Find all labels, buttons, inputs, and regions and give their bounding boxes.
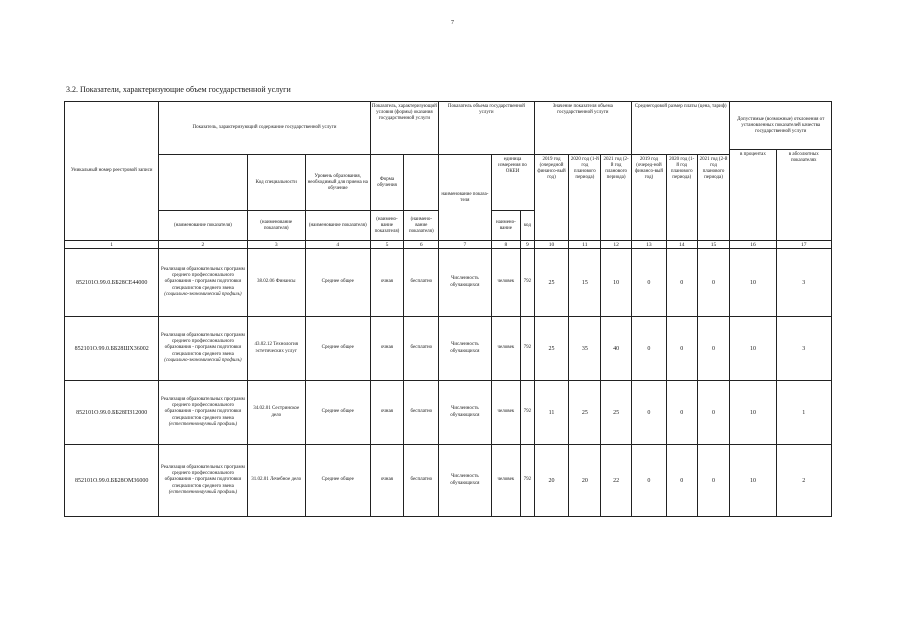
- registry-number: 852101О.99.0.ББ28ШХ36002: [65, 317, 159, 381]
- column-number: 5: [370, 241, 404, 249]
- level-cell: Среднее общее: [305, 317, 370, 381]
- specialty-cell: 31.02.01 Лечебное дело: [247, 445, 305, 517]
- header-year-2021: 2021 год (2-й год планового периода): [601, 155, 632, 241]
- unit-cell: человек: [491, 317, 521, 381]
- profile-text: (социально-экономический профиль): [164, 357, 242, 363]
- form-cell: очная: [370, 249, 404, 317]
- value-2019: 20: [534, 445, 569, 517]
- header-education-level: Уровень образования, необходимый для приема на обучение: [305, 155, 370, 211]
- profile-text: (естественнонаучный профиль): [168, 489, 238, 495]
- value-2021: 25: [601, 381, 632, 445]
- table-row: [65, 381, 832, 445]
- column-number: 2: [159, 241, 247, 249]
- value-2020: 20: [569, 445, 601, 517]
- header-year-2020: 2020 год (1-й год планового периода): [569, 155, 601, 241]
- deviation-percent: 10: [730, 317, 776, 381]
- header-fee-2021: 2021 год (2-й год планового периода): [697, 155, 730, 241]
- fee-2019: 0: [632, 445, 667, 517]
- section-title: 3.2. Показатели, характеризующие объем государственной услуги: [66, 85, 291, 94]
- indicator-cell: Численность обучающихся: [439, 249, 491, 317]
- fee-type-cell: бесплатно: [404, 445, 439, 517]
- header-registry: Уникальный номер реестровой записи: [65, 102, 159, 241]
- header-avg-fee: Среднегодовой размер платы (цена, тариф): [632, 102, 730, 155]
- program-text: Реализация образовательных программ среднего профессионального образования - программ подготовки специалистов среднего звена: [160, 464, 245, 489]
- program-text: Реализация образовательных программ среднего профессионального образования - программ подготовки специалистов среднего звена: [160, 332, 245, 357]
- form-cell: очная: [370, 381, 404, 445]
- deviation-absolute: 1: [776, 381, 831, 445]
- value-2019: 11: [534, 381, 569, 445]
- program-cell: [159, 249, 247, 317]
- header-name-indicator-5: (наимено-вание показателя): [404, 211, 439, 241]
- deviation-percent: 10: [730, 381, 776, 445]
- header-name-indicator-4: (наимено-вание показателя): [370, 211, 404, 241]
- indicator-cell: Численность обучающихся: [439, 381, 491, 445]
- header-name-indicator: (наименование показателя): [159, 211, 247, 241]
- header-content-group: Показатель, характеризующий содержание государственной услуги: [159, 102, 370, 155]
- value-2019: 25: [534, 317, 569, 381]
- header-row-1: [65, 102, 832, 150]
- fee-2019: 0: [632, 249, 667, 317]
- column-number: 9: [521, 241, 534, 249]
- fee-type-cell: бесплатно: [404, 317, 439, 381]
- value-2021: 10: [601, 249, 632, 317]
- deviation-percent: 10: [730, 445, 776, 517]
- fee-2020: 0: [666, 381, 697, 445]
- program-text: Реализация образовательных программ среднего профессионального образования - программ подготовки специалистов среднего звена: [160, 396, 245, 421]
- header-unit-okei: единица измерения по ОКЕИ: [491, 155, 534, 211]
- deviation-absolute: 3: [776, 317, 831, 381]
- registry-number: 852101О.99.0.ББ28СЕ44000: [65, 249, 159, 317]
- header-fee-2020: 2020 год (1-й год планового периода): [666, 155, 697, 241]
- column-number: 4: [305, 241, 370, 249]
- header-indicator-name: наименование показа-теля: [439, 155, 491, 241]
- volume-table: [64, 101, 832, 517]
- table-row: [65, 445, 832, 517]
- code-cell: 792: [521, 445, 534, 517]
- header-unit-name: наимено-вание: [491, 211, 521, 241]
- column-number-row: [65, 241, 832, 249]
- specialty-cell: 38.02.06 Финансы: [247, 249, 305, 317]
- table-row: [65, 317, 832, 381]
- code-cell: 792: [521, 249, 534, 317]
- registry-number: 852101О.99.0.ББ28ПЗ12000: [65, 381, 159, 445]
- value-2021: 22: [601, 445, 632, 517]
- fee-2021: 0: [697, 445, 730, 517]
- fee-2020: 0: [666, 445, 697, 517]
- column-number: 6: [404, 241, 439, 249]
- deviation-absolute: 2: [776, 445, 831, 517]
- profile-text: (социально-экономический профиль): [164, 291, 242, 297]
- table-row: [65, 249, 832, 317]
- header-blank-1: [159, 155, 247, 211]
- level-cell: Среднее общее: [305, 249, 370, 317]
- registry-number: 852101О.99.0.ББ28ОМ36000: [65, 445, 159, 517]
- header-in-absolute: в абсолютных показателях: [776, 150, 831, 241]
- header-volume-indicator: Показатель объема государственной услуги: [439, 102, 534, 155]
- column-number: 17: [776, 241, 831, 249]
- header-conditions-group: Показатель, характеризующий условия (формы) оказания государственной услуги: [370, 102, 439, 155]
- level-cell: Среднее общее: [305, 445, 370, 517]
- specialty-cell: 43.02.12 Технология эстетических услуг: [247, 317, 305, 381]
- program-text: Реализация образовательных программ среднего профессионального образования - программ подготовки специалистов среднего звена: [160, 266, 245, 291]
- column-number: 7: [439, 241, 491, 249]
- level-cell: Среднее общее: [305, 381, 370, 445]
- fee-2019: 0: [632, 317, 667, 381]
- fee-2020: 0: [666, 317, 697, 381]
- header-unit-code: код: [521, 211, 534, 241]
- header-specialty-code: Код специальности: [247, 155, 305, 211]
- unit-cell: человек: [491, 249, 521, 317]
- value-2020: 15: [569, 249, 601, 317]
- header-name-indicator-3: (наименование показателя): [305, 211, 370, 241]
- indicator-cell: Численность обучающихся: [439, 445, 491, 517]
- deviation-absolute: 3: [776, 249, 831, 317]
- fee-2020: 0: [666, 249, 697, 317]
- code-cell: 792: [521, 317, 534, 381]
- specialty-cell: 34.02.01 Сестринское дело: [247, 381, 305, 445]
- column-number: 15: [697, 241, 730, 249]
- fee-2021: 0: [697, 381, 730, 445]
- unit-cell: человек: [491, 381, 521, 445]
- column-number: 14: [666, 241, 697, 249]
- column-number: 16: [730, 241, 776, 249]
- header-volume-value: Значение показателя объема государственной услуги: [534, 102, 631, 155]
- column-number: 1: [65, 241, 159, 249]
- code-cell: 792: [521, 381, 534, 445]
- program-cell: [159, 445, 247, 517]
- program-cell: [159, 381, 247, 445]
- header-deviation: Допустимые (возможные) отклонения от установленных показателей качества государственной услуги: [730, 102, 832, 150]
- column-number: 12: [601, 241, 632, 249]
- fee-2019: 0: [632, 381, 667, 445]
- indicator-cell: Численность обучающихся: [439, 317, 491, 381]
- column-number: 8: [491, 241, 521, 249]
- deviation-percent: 10: [730, 249, 776, 317]
- program-cell: [159, 317, 247, 381]
- page-number: 7: [451, 20, 454, 26]
- form-cell: очная: [370, 317, 404, 381]
- header-year-2019: 2019 год (очередной финансо-вый год): [534, 155, 569, 241]
- fee-type-cell: бесплатно: [404, 249, 439, 317]
- column-number: 3: [247, 241, 305, 249]
- unit-cell: человек: [491, 445, 521, 517]
- form-cell: очная: [370, 445, 404, 517]
- header-fee-2019: 2019 год (очеред-ной финансо-вый год): [632, 155, 667, 241]
- column-number: 10: [534, 241, 569, 249]
- value-2020: 25: [569, 381, 601, 445]
- header-row-2: [65, 155, 832, 211]
- fee-2021: 0: [697, 249, 730, 317]
- value-2019: 25: [534, 249, 569, 317]
- value-2021: 40: [601, 317, 632, 381]
- fee-type-cell: бесплатно: [404, 381, 439, 445]
- column-number: 11: [569, 241, 601, 249]
- header-in-percent: в процентах: [730, 150, 776, 241]
- header-study-form: Форма обучения: [370, 155, 404, 211]
- header-blank-2: [404, 155, 439, 211]
- fee-2021: 0: [697, 317, 730, 381]
- profile-text: (естественнонаучный профиль): [168, 421, 238, 427]
- header-name-indicator-2: (наименование показателя): [247, 211, 305, 241]
- value-2020: 35: [569, 317, 601, 381]
- column-number: 13: [632, 241, 667, 249]
